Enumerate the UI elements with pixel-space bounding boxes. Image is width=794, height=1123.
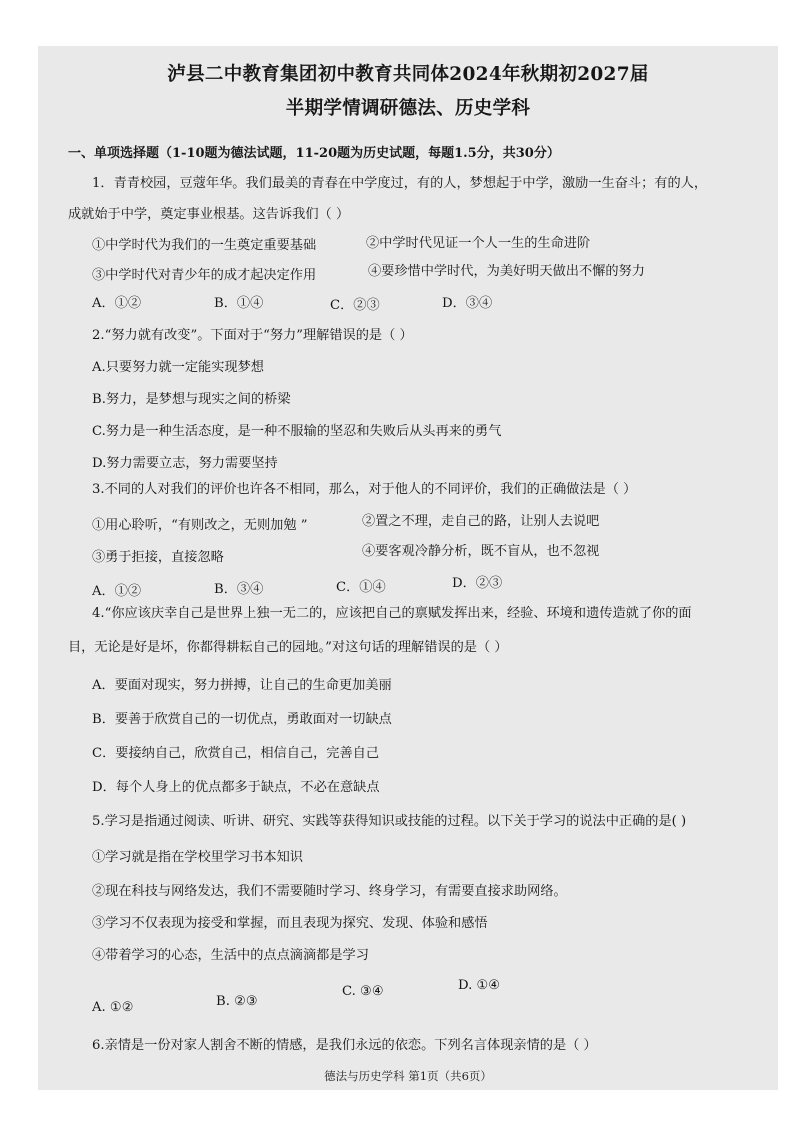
question-1-stem-line2: 成就始于中学，奠定事业根基。这告诉我们（ ） xyxy=(68,207,350,222)
question-4-option-b: B．要善于欣赏自己的一切优点，勇敢面对一切缺点 xyxy=(92,712,392,727)
question-3-statement-1: ①用心聆听，“有则改之，无则加勉 ” xyxy=(92,518,308,533)
question-3-option-b: B．③④ xyxy=(214,582,264,597)
question-5-stem: 5.学习是指通过阅读、听讲、研究、实践等获得知识或技能的过程。以下关于学习的说法中正确的是( ) xyxy=(92,814,687,829)
question-1-statement-4: ④要珍惜中学时代，为美好明天做出不懈的努力 xyxy=(368,264,645,279)
question-1-stem-line1: 1．青青校园，豆蔻年华。我们最美的青春在中学度过，有的人，梦想起于中学，激励一生奋斗；有的人， xyxy=(92,176,708,191)
question-2-stem: 2.“努力就有改变”。下面对于“努力”理解错误的是（ ） xyxy=(92,328,413,343)
question-2-option-b: B.努力，是梦想与现实之间的桥梁 xyxy=(92,392,291,407)
question-1-statement-1: ①中学时代为我们的一生奠定重要基础 xyxy=(92,238,317,253)
question-4-option-c: C．要接纳自己，欣赏自己，相信自己，完善自己 xyxy=(92,746,380,761)
question-5-option-a: A. ①② xyxy=(92,1000,134,1015)
question-1-statement-2: ②中学时代见证一个人一生的生命进阶 xyxy=(366,236,591,251)
question-5-statement-1: ①学习就是指在学校里学习书本知识 xyxy=(92,850,303,865)
exam-title-line2: 半期学情调研德法、历史学科 xyxy=(285,98,531,119)
question-1-option-b: B．①④ xyxy=(214,296,264,311)
question-4-stem-line2: 目，无论是好是坏，你都得耕耘自己的园地。”对这句话的理解错误的是（ ） xyxy=(68,640,508,655)
question-4-option-d: D．每个人身上的优点都多于缺点，不必在意缺点 xyxy=(92,780,380,795)
question-3-stem: 3.不同的人对我们的评价也许各不相同，那么，对于他人的不同评价，我们的正确做法是（ ） xyxy=(92,482,637,497)
question-2-option-d: D.努力需要立志，努力需要坚持 xyxy=(92,456,278,471)
question-5-option-d: D. ①④ xyxy=(458,978,501,993)
question-4-stem-line1: 4.“你应该庆幸自己是世界上独一无二的，应该把自己的禀赋发挥出来，经验、环境和遗传造就了你的面 xyxy=(92,606,692,621)
question-3-statement-3: ③勇于拒接，直接忽略 xyxy=(92,550,224,565)
question-3-option-a: A．①② xyxy=(92,584,142,599)
question-5-statement-4: ④带着学习的心态，生活中的点点滴滴都是学习 xyxy=(92,948,369,963)
question-2-option-c: C.努力是一种生活态度，是一种不服输的坚忍和失败后从头再来的勇气 xyxy=(92,424,502,439)
exam-title-line1: 泸县二中教育集团初中教育共同体2024年秋期初2027届 xyxy=(167,64,649,85)
question-1-option-c: C．②③ xyxy=(330,298,380,313)
question-2-option-a: A.只要努力就一定能实现梦想 xyxy=(92,360,264,375)
question-3-statement-4: ④要客观冷静分析，既不盲从，也不忽视 xyxy=(362,544,600,559)
question-5-option-b: B. ②③ xyxy=(216,994,258,1009)
question-3-option-d: D．②③ xyxy=(452,576,503,591)
question-6-stem: 6.亲情是一份对家人割舍不断的情感，是我们永远的依恋。下列名言体现亲情的是（ ） xyxy=(92,1038,597,1053)
question-4-option-a: A．要面对现实，努力拼搏，让自己的生命更加美丽 xyxy=(92,678,392,693)
section-heading: 一、单项选择题（1-10题为德法试题，11-20题为历史试题，每题1.5分，共30分） xyxy=(68,146,560,161)
page-footer: 德法与历史学科 第1页（共6页） xyxy=(324,1069,492,1083)
question-5-option-c: C. ③④ xyxy=(342,984,384,999)
question-1-option-d: D．③④ xyxy=(442,296,493,311)
question-1-statement-3: ③中学时代对青少年的成才起决定作用 xyxy=(92,268,317,283)
question-5-statement-3: ③学习不仅表现为接受和掌握，而且表现为探究、发现、体验和感悟 xyxy=(92,916,488,931)
question-5-statement-2: ②现在科技与网络发达，我们不需要随时学习、终身学习，有需要直接求助网络。 xyxy=(92,884,567,899)
exam-page xyxy=(38,46,778,1090)
question-1-option-a: A．①② xyxy=(92,296,142,311)
question-3-option-c: C．①④ xyxy=(336,580,386,595)
question-3-statement-2: ②置之不理，走自己的路，让别人去说吧 xyxy=(362,514,600,529)
